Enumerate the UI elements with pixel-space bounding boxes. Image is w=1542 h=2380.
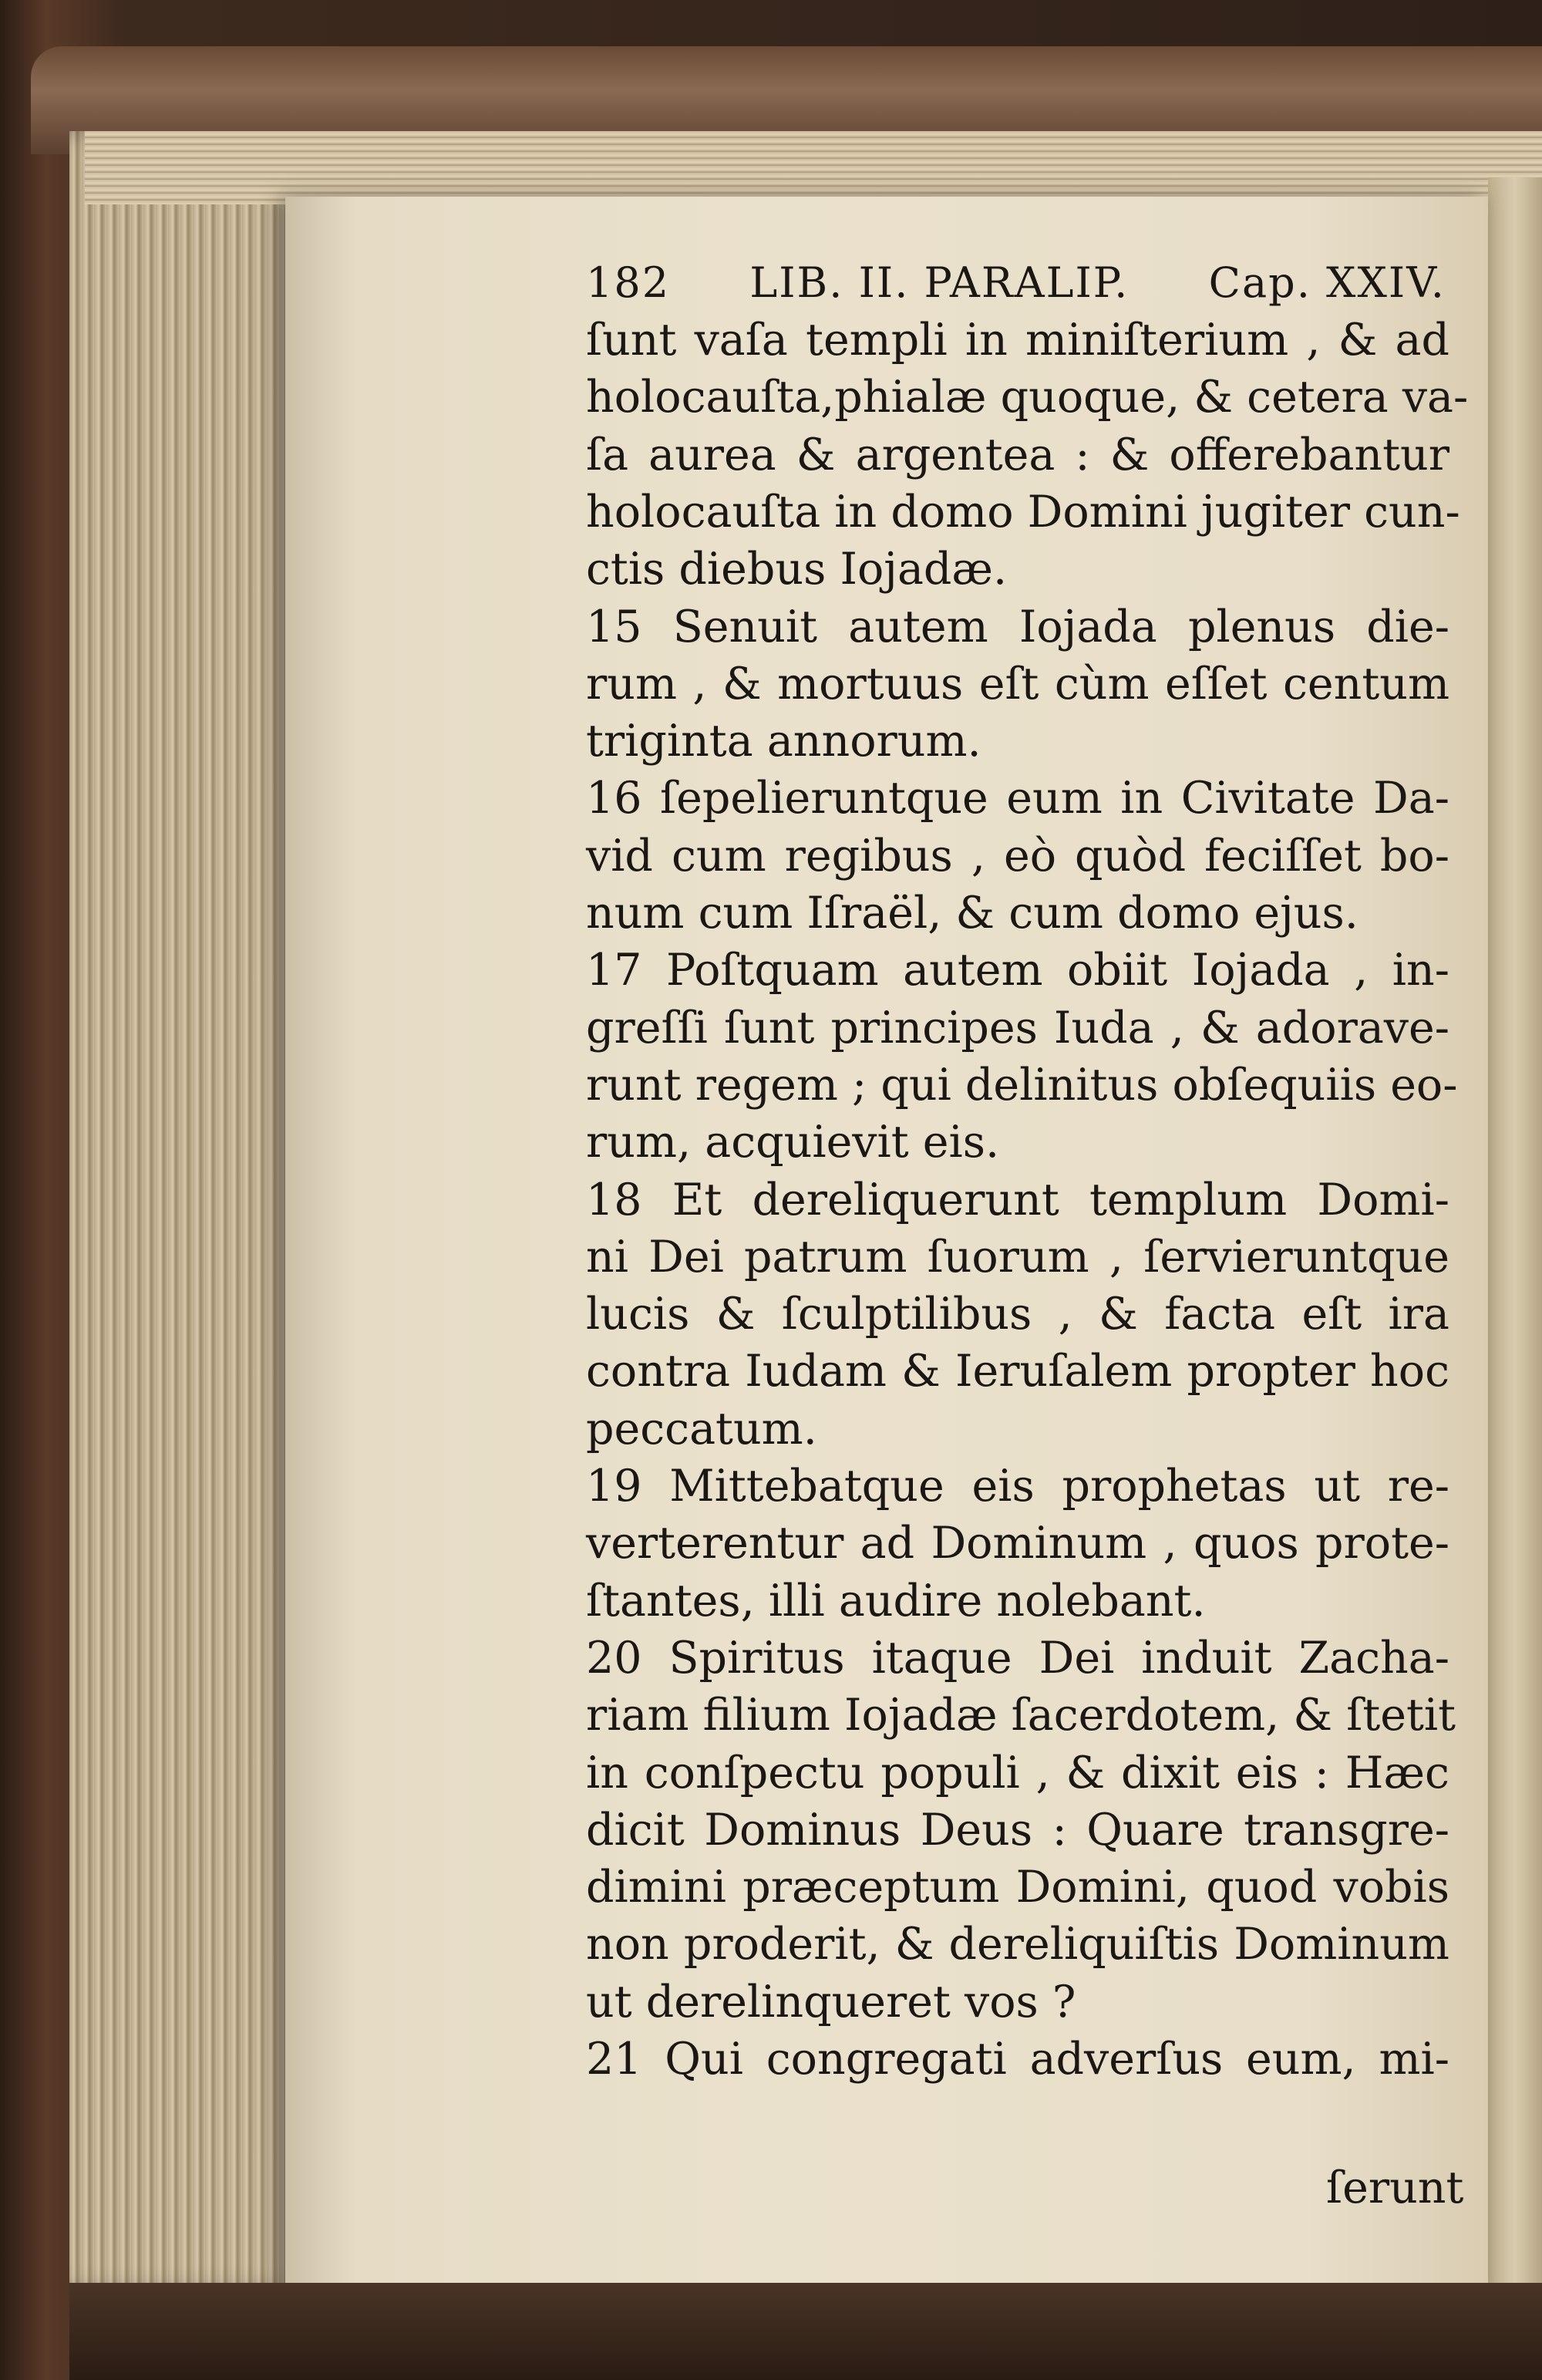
text-line: peccatum. bbox=[586, 1403, 817, 1455]
page-number: 182 bbox=[586, 258, 671, 307]
cover-bottom bbox=[69, 2283, 1542, 2380]
text-line: 15 Senuit autem Iojada plenus die- bbox=[586, 601, 1449, 652]
text-line: non proderit, & dereliquiſtis Dominum bbox=[586, 1919, 1449, 1970]
text-line: contra Iudam & Ieruſalem propter hoc bbox=[586, 1346, 1449, 1397]
text-line: runt regem ; qui delinitus obſequiis eo- bbox=[586, 1059, 1458, 1111]
text-line: dicit Dominus Deus : Quare transgre- bbox=[586, 1804, 1449, 1856]
text-line: ſa aurea & argentea : & offerebantur bbox=[586, 429, 1449, 480]
text-line: rum , & mortuus eſt cùm eſſet centum bbox=[586, 658, 1449, 710]
text-line: ſunt vaſa templi in miniſterium , & ad bbox=[586, 315, 1449, 366]
text-line: in conſpectu populi , & dixit eis : Hæc bbox=[586, 1747, 1449, 1798]
page-edges-left bbox=[69, 131, 301, 2291]
catchword: ſerunt bbox=[1326, 2163, 1464, 2213]
facing-page-edge bbox=[1488, 177, 1542, 2306]
text-line: lucis & ſculptilibus , & facta eſt ira bbox=[586, 1289, 1449, 1340]
chapter-label: Cap. XXIV. bbox=[1208, 258, 1446, 307]
text-line: 20 Spiritus itaque Dei induit Zacha- bbox=[586, 1632, 1449, 1684]
text-line: 19 Mittebatque eis prophetas ut re- bbox=[586, 1461, 1449, 1512]
text-line: vid cum regibus , eò quòd feciſſet bo- bbox=[586, 830, 1449, 882]
text-line: 16 ſepelieruntque eum in Civitate Da- bbox=[586, 773, 1449, 824]
running-header bbox=[586, 255, 1446, 312]
text-line: triginta annorum. bbox=[586, 716, 981, 767]
text-line: 18 Et dereliquerunt templum Domi- bbox=[586, 1174, 1449, 1225]
text-line: rum, acquievit eis. bbox=[586, 1117, 1000, 1168]
text-line: ut derelinqueret vos ? bbox=[586, 1976, 1076, 2028]
text-line: riam filium Iojadæ ſacerdotem, & ſtetit bbox=[586, 1690, 1456, 1741]
text-line: num cum Iſraël, & cum domo ejus. bbox=[586, 888, 1359, 939]
text-line: greſſi ſunt principes Iuda , & adorave- bbox=[586, 1002, 1449, 1053]
text-line: ctis diebus Iojadæ. bbox=[586, 544, 1008, 595]
text-line: ni Dei patrum ſuorum , ſervieruntque bbox=[586, 1231, 1449, 1283]
text-line: verterentur ad Dominum , quos prote- bbox=[586, 1518, 1449, 1569]
text-line: holocauſta in domo Domini jugiter cun- bbox=[586, 486, 1460, 538]
page-edges-top bbox=[85, 131, 1542, 204]
text-line: dimini præceptum Domini, quod vobis bbox=[586, 1862, 1449, 1913]
text-line: ſtantes, illi audire nolebant. bbox=[586, 1575, 1206, 1627]
running-title: LIB. II. PARALIP. bbox=[749, 258, 1130, 307]
text-line: holocauſta,phialæ quoque, & cetera va- bbox=[586, 372, 1469, 423]
text-line: 17 Poſtquam autem obiit Iojada , in- bbox=[586, 945, 1449, 996]
text-line: 21 Qui congregati adverſus eum, mi- bbox=[586, 2034, 1449, 2085]
